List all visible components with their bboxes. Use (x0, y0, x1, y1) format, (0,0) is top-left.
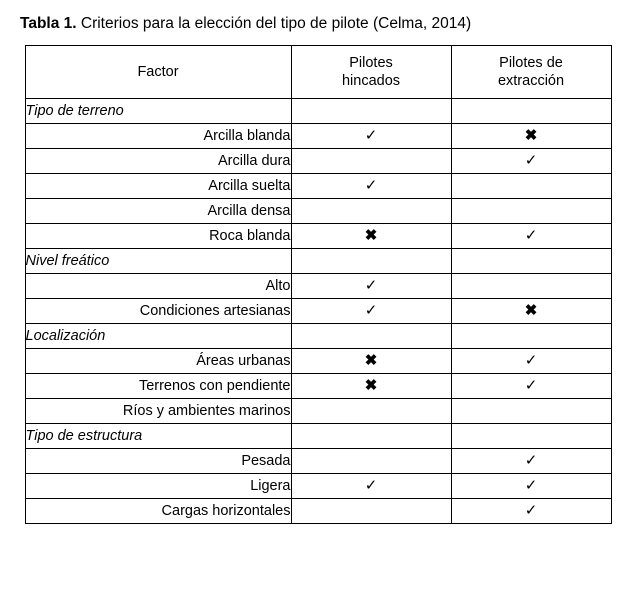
check-icon-extraccion (451, 474, 611, 499)
criteria-table (25, 45, 612, 524)
check-icon-extraccion (451, 499, 611, 524)
cross-icon: ✖ (364, 227, 378, 245)
cell-empty-hincados (291, 249, 451, 274)
table-header-row (25, 46, 611, 99)
check-icon-extraccion (451, 149, 611, 174)
check-icon-hincados (291, 124, 451, 149)
cell-empty-hincados (291, 499, 451, 524)
table-row (25, 299, 611, 324)
check-icon: ✓ (524, 502, 538, 520)
cell-empty-hincados (291, 449, 451, 474)
cell-empty-hincados (291, 199, 451, 224)
table-row (25, 349, 611, 374)
table-row (25, 399, 611, 424)
cross-icon: ✖ (364, 352, 378, 370)
caption-text: Criterios para la elección del tipo de pilote (Celma, 2014) (76, 15, 472, 32)
table-row (25, 124, 611, 149)
table-row (25, 424, 611, 449)
cell-empty-hincados (291, 99, 451, 124)
row-factor-label: Áreas urbanas (25, 349, 291, 374)
cell-empty-extraccion (451, 324, 611, 349)
row-factor-label: Terrenos con pendiente (25, 374, 291, 399)
row-factor-label: Alto (25, 274, 291, 299)
table-row (25, 274, 611, 299)
row-factor-label: Condiciones artesianas (25, 299, 291, 324)
check-icon-hincados (291, 274, 451, 299)
check-icon-hincados (291, 174, 451, 199)
column-header-factor: Factor (25, 46, 291, 99)
cross-icon-hincados (291, 374, 451, 399)
table-body (25, 99, 611, 524)
table-row (25, 374, 611, 399)
row-factor-label: Cargas horizontales (25, 499, 291, 524)
column-header-pilotes-extraccion (451, 46, 611, 99)
cell-empty-hincados (291, 399, 451, 424)
check-icon: ✓ (524, 477, 538, 495)
row-group-label: Localización (25, 324, 291, 349)
table-row (25, 174, 611, 199)
column-header-pilotes-hincados-line1: Pilotes (349, 55, 393, 72)
check-icon: ✓ (364, 127, 378, 145)
cross-icon-extraccion (451, 299, 611, 324)
cell-empty-extraccion (451, 199, 611, 224)
row-factor-label: Roca blanda (25, 224, 291, 249)
check-icon: ✓ (524, 352, 538, 370)
table-row (25, 224, 611, 249)
check-icon: ✓ (364, 277, 378, 295)
check-icon-hincados (291, 474, 451, 499)
cross-icon-hincados (291, 224, 451, 249)
check-icon-extraccion (451, 374, 611, 399)
row-factor-label: Arcilla densa (25, 199, 291, 224)
table-caption (20, 14, 618, 33)
table-head (25, 46, 611, 99)
row-group-label: Nivel freático (25, 249, 291, 274)
check-icon: ✓ (524, 377, 538, 395)
row-group-label: Tipo de estructura (25, 424, 291, 449)
table-row (25, 249, 611, 274)
column-header-pilotes-hincados (291, 46, 451, 99)
check-icon-extraccion (451, 349, 611, 374)
check-icon-extraccion (451, 449, 611, 474)
row-factor-label: Ligera (25, 474, 291, 499)
cell-empty-extraccion (451, 249, 611, 274)
cross-icon-extraccion (451, 124, 611, 149)
table-row (25, 324, 611, 349)
check-icon: ✓ (364, 477, 378, 495)
cell-empty-hincados (291, 424, 451, 449)
column-header-pilotes-hincados-line2: hincados (341, 73, 401, 90)
table-row (25, 99, 611, 124)
column-header-pilotes-extraccion-line1: Pilotes de (499, 55, 563, 72)
cross-icon: ✖ (524, 127, 538, 145)
table-row (25, 474, 611, 499)
table-row (25, 499, 611, 524)
row-factor-label: Arcilla suelta (25, 174, 291, 199)
cross-icon: ✖ (524, 302, 538, 320)
cross-icon: ✖ (364, 377, 378, 395)
table-row (25, 449, 611, 474)
row-factor-label: Pesada (25, 449, 291, 474)
cell-empty-extraccion (451, 424, 611, 449)
column-header-pilotes-extraccion-line2: extracción (497, 73, 565, 90)
row-factor-label: Arcilla blanda (25, 124, 291, 149)
cell-empty-extraccion (451, 99, 611, 124)
check-icon: ✓ (524, 152, 538, 170)
check-icon: ✓ (524, 452, 538, 470)
caption-label: Tabla 1. (20, 15, 77, 32)
table-row (25, 199, 611, 224)
cell-empty-extraccion (451, 174, 611, 199)
check-icon: ✓ (364, 177, 378, 195)
row-group-label: Tipo de terreno (25, 99, 291, 124)
cell-empty-hincados (291, 149, 451, 174)
row-factor-label: Arcilla dura (25, 149, 291, 174)
check-icon: ✓ (364, 302, 378, 320)
cell-empty-extraccion (451, 399, 611, 424)
cell-empty-extraccion (451, 274, 611, 299)
table-row (25, 149, 611, 174)
cell-empty-hincados (291, 324, 451, 349)
check-icon-hincados (291, 299, 451, 324)
row-factor-label: Ríos y ambientes marinos (25, 399, 291, 424)
check-icon: ✓ (524, 227, 538, 245)
cross-icon-hincados (291, 349, 451, 374)
check-icon-extraccion (451, 224, 611, 249)
